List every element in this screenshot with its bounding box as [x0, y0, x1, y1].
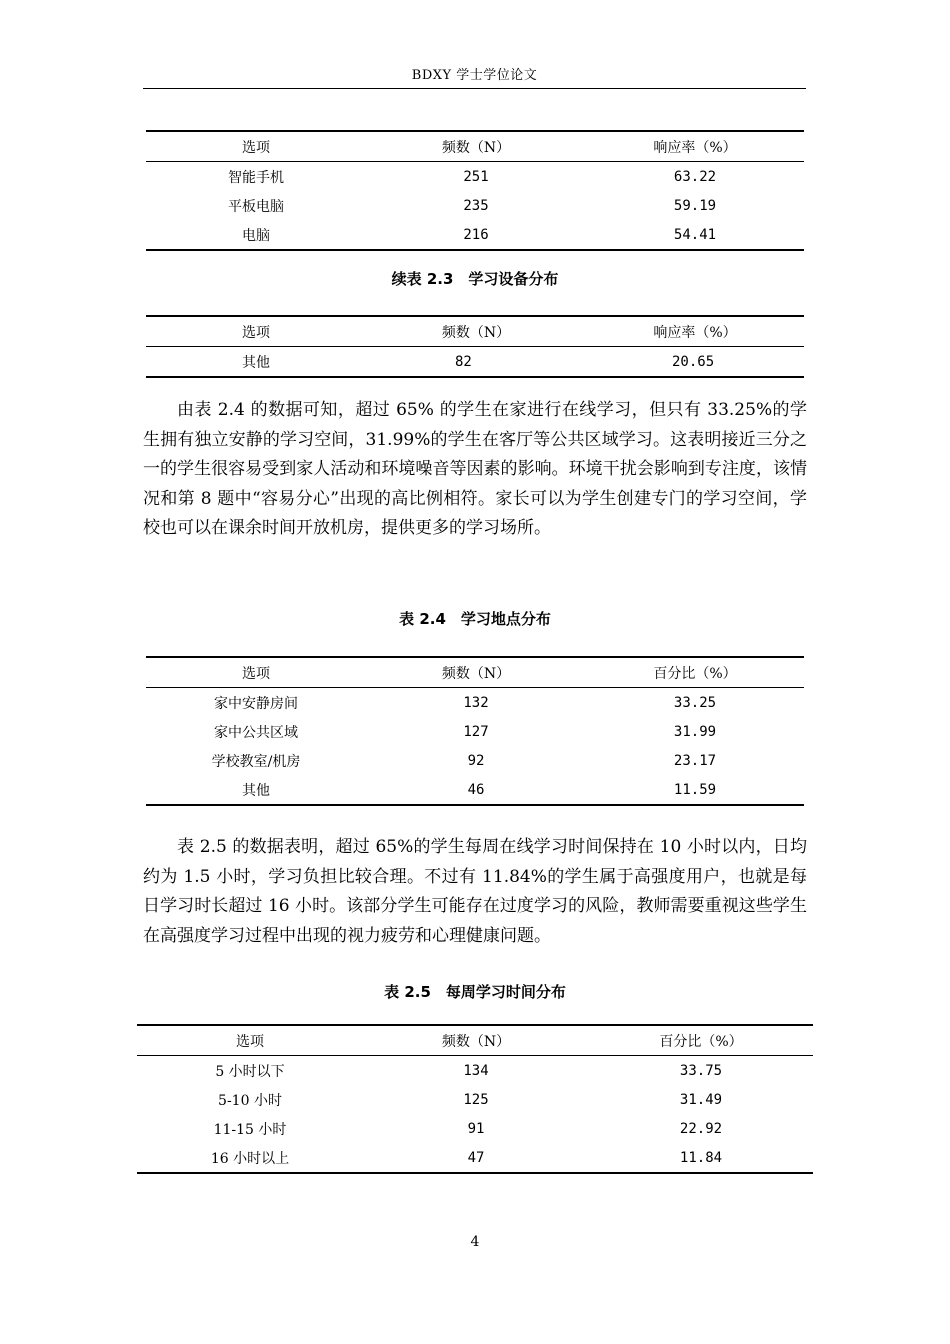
column-header: 百分比（%）	[589, 1025, 813, 1056]
table-cell: 其他	[242, 782, 270, 799]
column-header: 选项	[146, 131, 366, 162]
table-cell: 54.41	[673, 226, 717, 243]
column-header: 选项	[137, 1025, 363, 1056]
table-cell: 216	[463, 226, 489, 243]
column-header: 百分比（%）	[586, 657, 804, 688]
running-header: BDXY 学士学位论文	[411, 68, 538, 83]
column-header: 频数（N）	[363, 1025, 589, 1056]
table-cell: 23.17	[673, 752, 717, 769]
table-cell: 134	[463, 1062, 489, 1079]
table-cell: 平板电脑	[228, 198, 284, 215]
table-cell: 127	[463, 723, 489, 740]
paragraph-text: 由表 2.4 的数据可知，超过 65% 的学生在家进行在线学习，但只有 33.25%的学生拥有独立安静的学习空间，31.99%的学生在客厅等公共区域学习。这表明接近三分之一的学生很容易受到家人活动和环境噪音等因素的影响。环境干扰会影响到专注度，该情况和第 8 题中“容易分心”出现的高比例相符。家长可以为学生创建专门的学习空间，学校也可以在课余时间开放机房，提供更多的学习场所。	[143, 400, 807, 538]
table-row	[137, 1143, 813, 1173]
table-row	[146, 220, 804, 250]
table-row	[146, 162, 804, 192]
table-cell: 91	[467, 1120, 485, 1137]
column-header: 选项	[146, 657, 366, 688]
table-cell: 5-10 小时	[218, 1092, 282, 1109]
table-row	[137, 1085, 813, 1114]
body-paragraph	[143, 833, 807, 951]
column-header: 频数（N）	[366, 131, 586, 162]
table-row	[146, 775, 804, 805]
table-row	[137, 1056, 813, 1086]
table-cell: 82	[455, 353, 472, 370]
table-cell: 235	[463, 197, 489, 214]
paragraph-text: 表 2.5 的数据表明，超过 65%的学生每周在线学习时间保持在 10 小时以内，日均约为 1.5 小时，学习负担比较合理。不过有 11.84%的学生属于高强度用户，也就是每日学习时长超过 16 小时。该部分学生可能存在过度学习的风险，教师需要重视这些学生在高强度学习过程中出现的视力疲劳和心理健康问题。	[143, 837, 807, 946]
body-paragraph	[143, 396, 807, 544]
table-row	[146, 746, 804, 775]
table-cell: 31.49	[679, 1091, 723, 1108]
table-cell: 132	[463, 694, 489, 711]
table-cell: 33.25	[673, 694, 717, 711]
table-cell: 电脑	[242, 227, 270, 244]
table-caption: 续表 2.3 学习设备分布	[391, 270, 559, 288]
table-cell: 251	[463, 168, 489, 185]
table-cell: 其他	[242, 354, 270, 371]
column-header: 响应率（%）	[586, 131, 804, 162]
table-cell: 31.99	[673, 723, 717, 740]
table-cell: 33.75	[679, 1062, 723, 1079]
table-cell: 92	[467, 752, 485, 769]
table-cell: 11.59	[673, 781, 717, 798]
table-row	[137, 1114, 813, 1143]
table-cell: 46	[467, 781, 485, 798]
table-cell: 47	[467, 1149, 485, 1166]
table-cell: 家中安静房间	[214, 695, 298, 712]
table-2-5	[137, 1024, 813, 1174]
table-row	[146, 191, 804, 220]
table-row	[146, 717, 804, 746]
table-cell: 20.65	[672, 353, 715, 370]
table-cell: 学校教室/机房	[211, 753, 301, 770]
table-cell: 59.19	[673, 197, 717, 214]
table-cell: 智能手机	[228, 169, 284, 186]
table-cell: 22.92	[679, 1120, 723, 1137]
table-caption: 表 2.5 每周学习时间分布	[384, 983, 566, 1001]
table-continued-top	[146, 130, 804, 251]
column-header: 选项	[146, 316, 366, 347]
table-2-3	[146, 315, 804, 378]
table-cell: 11-15 小时	[213, 1121, 287, 1138]
table-2-4	[146, 656, 804, 806]
table-cell: 63.22	[673, 168, 717, 185]
column-header: 频数（N）	[366, 316, 586, 347]
page-number: 4	[470, 1234, 480, 1250]
column-header: 频数（N）	[366, 657, 586, 688]
table-cell: 11.84	[679, 1149, 723, 1166]
table-row	[146, 688, 804, 718]
table-cell: 家中公共区域	[214, 724, 298, 741]
header-rule	[143, 88, 806, 89]
table-cell: 125	[463, 1091, 489, 1108]
table-row	[146, 347, 804, 378]
column-header: 响应率（%）	[586, 316, 804, 347]
table-cell: 5 小时以下	[215, 1063, 285, 1080]
table-caption: 表 2.4 学习地点分布	[399, 610, 551, 628]
table-cell: 16 小时以上	[210, 1150, 290, 1167]
